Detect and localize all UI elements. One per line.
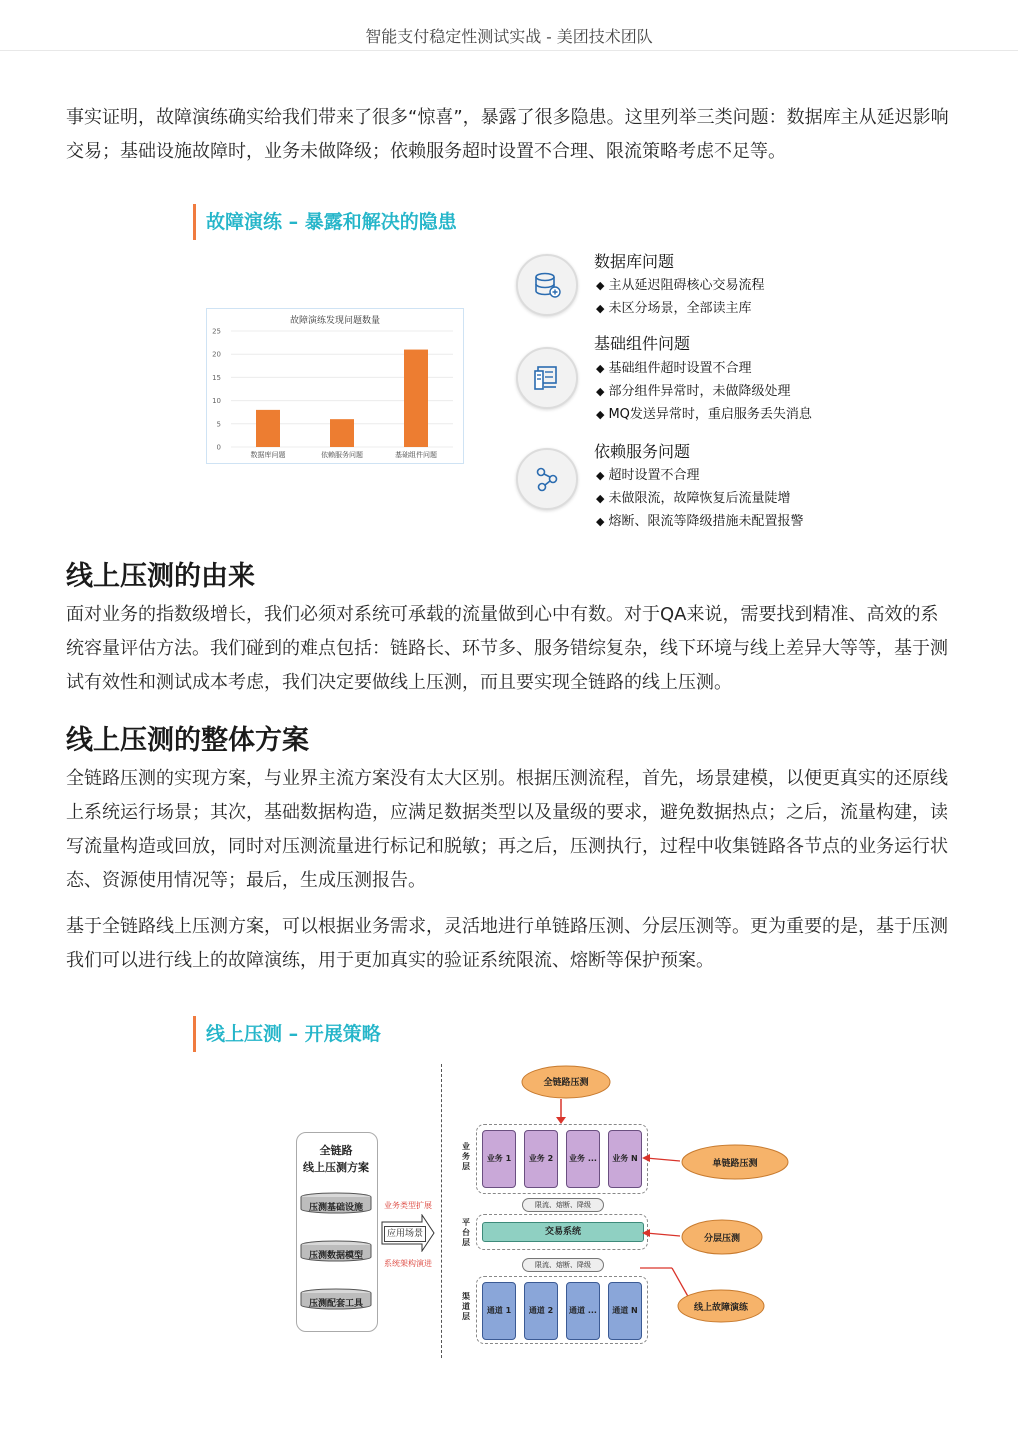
y-tick-label: 10 [212,397,221,406]
chart-plot [207,309,463,463]
x-tick-label: 数据库问题 [250,451,286,459]
layer-label-business: 业务层 [462,1142,470,1171]
diamond-bullet-icon: ◆ [596,362,605,375]
cloud-full-link: 全链路压测 [543,1078,589,1088]
y-tick-label: 15 [212,373,221,382]
cloud-fault-drill: 线上故障演练 [693,1303,748,1313]
section1-paragraph: 面对业务的指数级增长，我们必须对系统可承载的流量做到心中有数。对于QA来说，需要找到精准、高效的系统容量评估方法。我们碰到的难点包括：链路长、环节多、服务错综复杂，线下环境与线上差异大等等，基于测试有效性和测试成本考虑，我们决定要做线上压测，而且要实现全链路的线上压测。 [66,604,948,693]
cloud-layered: 分层压测 [703,1234,740,1244]
plan-item-data-model: 压测数据模型 [308,1251,363,1261]
x-tick-label: 依赖服务问题 [321,451,363,459]
diamond-bullet-icon: ◆ [596,515,605,528]
mini-cloud-protection: 限流、熔断、降级 [522,1258,604,1272]
diamond-bullet-icon: ◆ [596,279,605,292]
channel-box: 通道 2 [524,1282,558,1340]
y-tick-label: 5 [216,420,221,429]
section-heading-overall-plan: 线上压测的整体方案 [66,725,309,756]
issue-item: ◆ 基础组件超时设置不合理 [596,361,752,376]
diamond-bullet-icon: ◆ [596,469,605,482]
figure2-title: 线上压测 – 开展策略 [193,1016,381,1052]
plan-item-tools: 压测配套工具 [308,1299,363,1309]
bar [330,419,354,447]
figure1-title: 故障演练 – 暴露和解决的隐患 [193,204,457,240]
issue-item: ◆ 未区分场景，全部读主库 [596,301,752,316]
server-icon [516,347,578,409]
issue-title-infra: 基础组件问题 [594,334,691,353]
issue-item: ◆ 未做限流，故障恢复后流量陡增 [596,491,791,506]
diamond-bullet-icon: ◆ [596,492,605,505]
arrow-label-arch-evo: 系统架构演进 [384,1259,432,1268]
chart-title: 故障演练发现问题数量 [289,316,380,326]
scene-box: 应用场景 [384,1226,426,1242]
x-tick-label: 基础组件问题 [395,451,437,459]
y-tick-label: 20 [212,350,221,359]
diamond-bullet-icon: ◆ [596,385,605,398]
business-box: 业务 ... [566,1130,600,1188]
mini-cloud-protection: 限流、熔断、降级 [522,1198,604,1212]
y-tick-label: 25 [212,327,221,336]
diamond-bullet-icon: ◆ [596,408,605,421]
issue-item: ◆ MQ发送异常时，重启服务丢失消息 [596,407,812,422]
issue-item: ◆ 熔断、限流等降级措施未配置报警 [596,514,804,529]
page-header [0,0,1018,51]
section2-paragraph-1: 全链路压测的实现方案，与业界主流方案没有太大区别。根据压测流程，首先，场景建模，以便更真实的还原线上系统运行场景；其次，基础数据构造，应满足数据类型以及量级的要求，避免数据热点；之后，流量构建，读写流量构造或回放，同时对压测流量进行标记和脱敏；再之后，压测执行，过程中收集链路各节点的业务运行状态、资源使用情况等；最后，生成压测报告。 [66,768,948,891]
issue-item: ◆ 部分组件异常时，未做降级处理 [596,384,791,399]
plan-title-line2: 线上压测方案 [303,1161,369,1174]
database-icon [516,254,578,316]
business-box: 业务 2 [524,1130,558,1188]
layer-label-channel: 渠道层 [462,1292,470,1321]
issue-title-dependency: 依赖服务问题 [594,442,691,461]
trade-system-bar: 交易系统 [482,1222,644,1242]
page-title: 智能支付稳定性测试实战 - 美团技术团队 [365,27,653,46]
down-arrow-icon [555,1099,567,1125]
channel-box: 通道 ... [566,1282,600,1340]
section2-paragraph-2: 基于全链路线上压测方案，可以根据业务需求，灵活地进行单链路压测、分层压测等。更为重要的是，基于压测我们可以进行线上的故障演练，用于更加真实的验证系统限流、熔断等保护预案。 [66,916,948,971]
issue-item: ◆ 主从延迟阻碍核心交易流程 [596,278,765,293]
diamond-bullet-icon: ◆ [596,302,605,315]
y-tick-label: 0 [216,443,221,452]
issue-title-database: 数据库问题 [594,252,675,271]
arrow-label-business-ext: 业务类型扩展 [384,1201,432,1210]
layer-label-platform: 平台层 [462,1218,470,1247]
business-box: 业务 1 [482,1130,516,1188]
channel-box: 通道 1 [482,1282,516,1340]
intro-paragraph: 事实证明，故障演练确实给我们带来了很多“惊喜”，暴露了很多隐患。这里列举三类问题：数据库主从延迟影响交易；基础设施故障时，业务未做降级；依赖服务超时设置不合理、限流策略考虑不足等。 [66,107,949,162]
section-heading-origin: 线上压测的由来 [66,561,255,592]
bar [404,350,428,447]
business-box: 业务 N [608,1130,642,1188]
divider-line [441,1064,442,1358]
plan-title-line1: 全链路 [319,1144,353,1157]
bar-chart [206,308,464,464]
share-icon [516,448,578,510]
bar [256,410,280,447]
cloud-single-link: 单链路压测 [712,1159,758,1169]
issue-item: ◆ 超时设置不合理 [596,468,700,483]
plan-item-infra: 压测基础设施 [308,1203,363,1213]
channel-box: 通道 N [608,1282,642,1340]
